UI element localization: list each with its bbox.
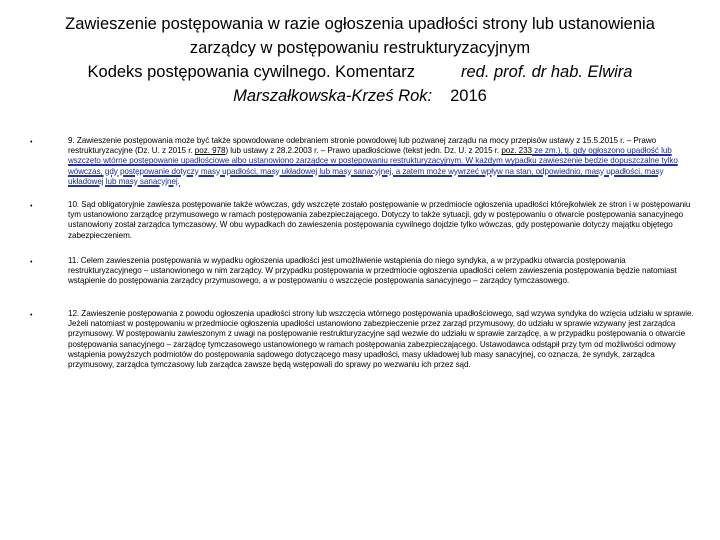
paragraph-9-text-a: 9. Zawieszenie postępowania może być także spowodowane odebraniem stronie powodowej lub pozwanej zarządu na mocy przepisów ustawy z 15.5.2015 r. – Prawo restrukturyzacyjne (Dz. U. z 2015 r. bbox=[68, 136, 657, 156]
paragraph-11: 11. Celem zawieszenia postępowania w wypadku ogłoszenia upadłości jest umożliwienie wstąpienia do niego syndyka, a w przypadku otwarcia postępowania restrukturyzacyjnego – ustanowionego w nim zarządcy. W przypadku postępowania w przedmiocie ogłoszenia upadłości celem zawieszenia postępowania będzie natomiast wstąpienie do postępowania zarządcy przymusowego, a w postępowaniu o wszczęcie postępowania sanacyjnego – zarządcy tymczasowego. bbox=[68, 256, 677, 286]
reference-link-poz-233[interactable]: poz. 233 bbox=[501, 146, 532, 156]
title-line-3 bbox=[40, 60, 680, 84]
paragraph-9-text-b: ) lub ustawy z 28.2.2003 r. – Prawo upadłościowe (tekst jedn. Dz. U. z 2015 r. bbox=[225, 146, 502, 156]
editor-name: red. prof. dr hab. Elwira bbox=[460, 63, 633, 81]
list-item bbox=[30, 200, 695, 241]
highlighted-passage: ze zm.), tj. gdy ogłoszono upadłość lub wszczęto wtórne postępowanie upadłościowe albo ustanowiono zarządcę w postępowaniu restrukturyzacyjnym. W każdym wypadku zawieszenie będzie dopuszczalne tylko wówczas, gdy postępowanie dotyczy masy upadłości, masy układowej lub masy sanacyjnej, a zatem może wywrzeć wpływ na stan, odpowiednio, masy upadłości, masy układowej lub masy sanacyjnej. bbox=[68, 146, 678, 186]
list-item bbox=[30, 309, 695, 370]
list-item bbox=[30, 256, 695, 287]
slide-title bbox=[40, 12, 680, 108]
title-line-2: zarządcy w postępowaniu restrukturyzacyjnym bbox=[189, 39, 531, 57]
paragraph-10: 10. Sąd obligatoryjnie zawiesza postępowanie także wówczas, gdy wszczęte zostało postępowanie w przedmiocie ogłoszenia upadłości którejkolwiek ze stron i w postępowaniu tym ustanowiono zarządcę przymusowego w ramach postępowania zabezpieczającego. Dotyczy to także sytuacji, gdy w postępowaniu o otwarcie postępowania sanacyjnego ustanowiony został zarządca tymczasowy. W obu wypadkach do zawieszenia postępowania cywilnego dojdzie tylko wówczas, gdy postępowanie dotyczy majątku objętego zabezpieczeniem. bbox=[68, 200, 691, 240]
editor-surname-year-label: Marszałkowska-Krześ Rok: bbox=[233, 87, 433, 105]
bullet-marker: • bbox=[30, 312, 33, 319]
bullet-marker: • bbox=[30, 203, 33, 210]
title-line-4 bbox=[40, 84, 680, 108]
commentary-title: Kodeks postępowania cywilnego. Komentarz bbox=[87, 63, 415, 81]
bullet-marker: • bbox=[30, 259, 33, 266]
reference-link-poz-978[interactable]: poz. 978 bbox=[194, 146, 226, 156]
paragraph-12: 12. Zawieszenie postępowania z powodu ogłoszenia upadłości strony lub wszczęcia wtórnego postępowania upadłościowego, sąd wzywa syndyka do wzięcia udziału w sprawie. Jeżeli natomiast w postępowaniu w przedmiocie ogłoszenia upadłości ustanowiono zabezpieczenie przez zarząd przymusowy, do udziału w sprawie wzywany jest zarządca przymusowy. W postępowaniu zawieszonym z uwagi na postępowanie restrukturyzacyjne sąd wezwie do udziału w sprawie zarządcę, a w przypadku postępowania o otwarcie postępowania sanacyjnego – zarządcę tymczasowego ustanowionego w ramach postępowania zabezpieczającego. Ustawodawca odstąpił przy tym od możliwości odmowy wstąpienia powyższych podmiotów do postępowania sądowego dotyczącego masy upadłości, masy układowej lub masy sanacyjnej, co oznacza, że syndyk, zarządca przymusowy, zarządca tymczasowy lub zarządca zawsze będą wstępowali do sprawy po wezwaniu ich przez sąd. bbox=[68, 309, 694, 370]
publication-year: 2016 bbox=[450, 87, 487, 105]
bullet-marker: • bbox=[30, 139, 33, 146]
list-item bbox=[30, 136, 695, 187]
paragraph-9 bbox=[68, 136, 695, 187]
title-line-1: Zawieszenie postępowania w razie ogłoszenia upadłości strony lub ustanowienia bbox=[65, 15, 655, 33]
